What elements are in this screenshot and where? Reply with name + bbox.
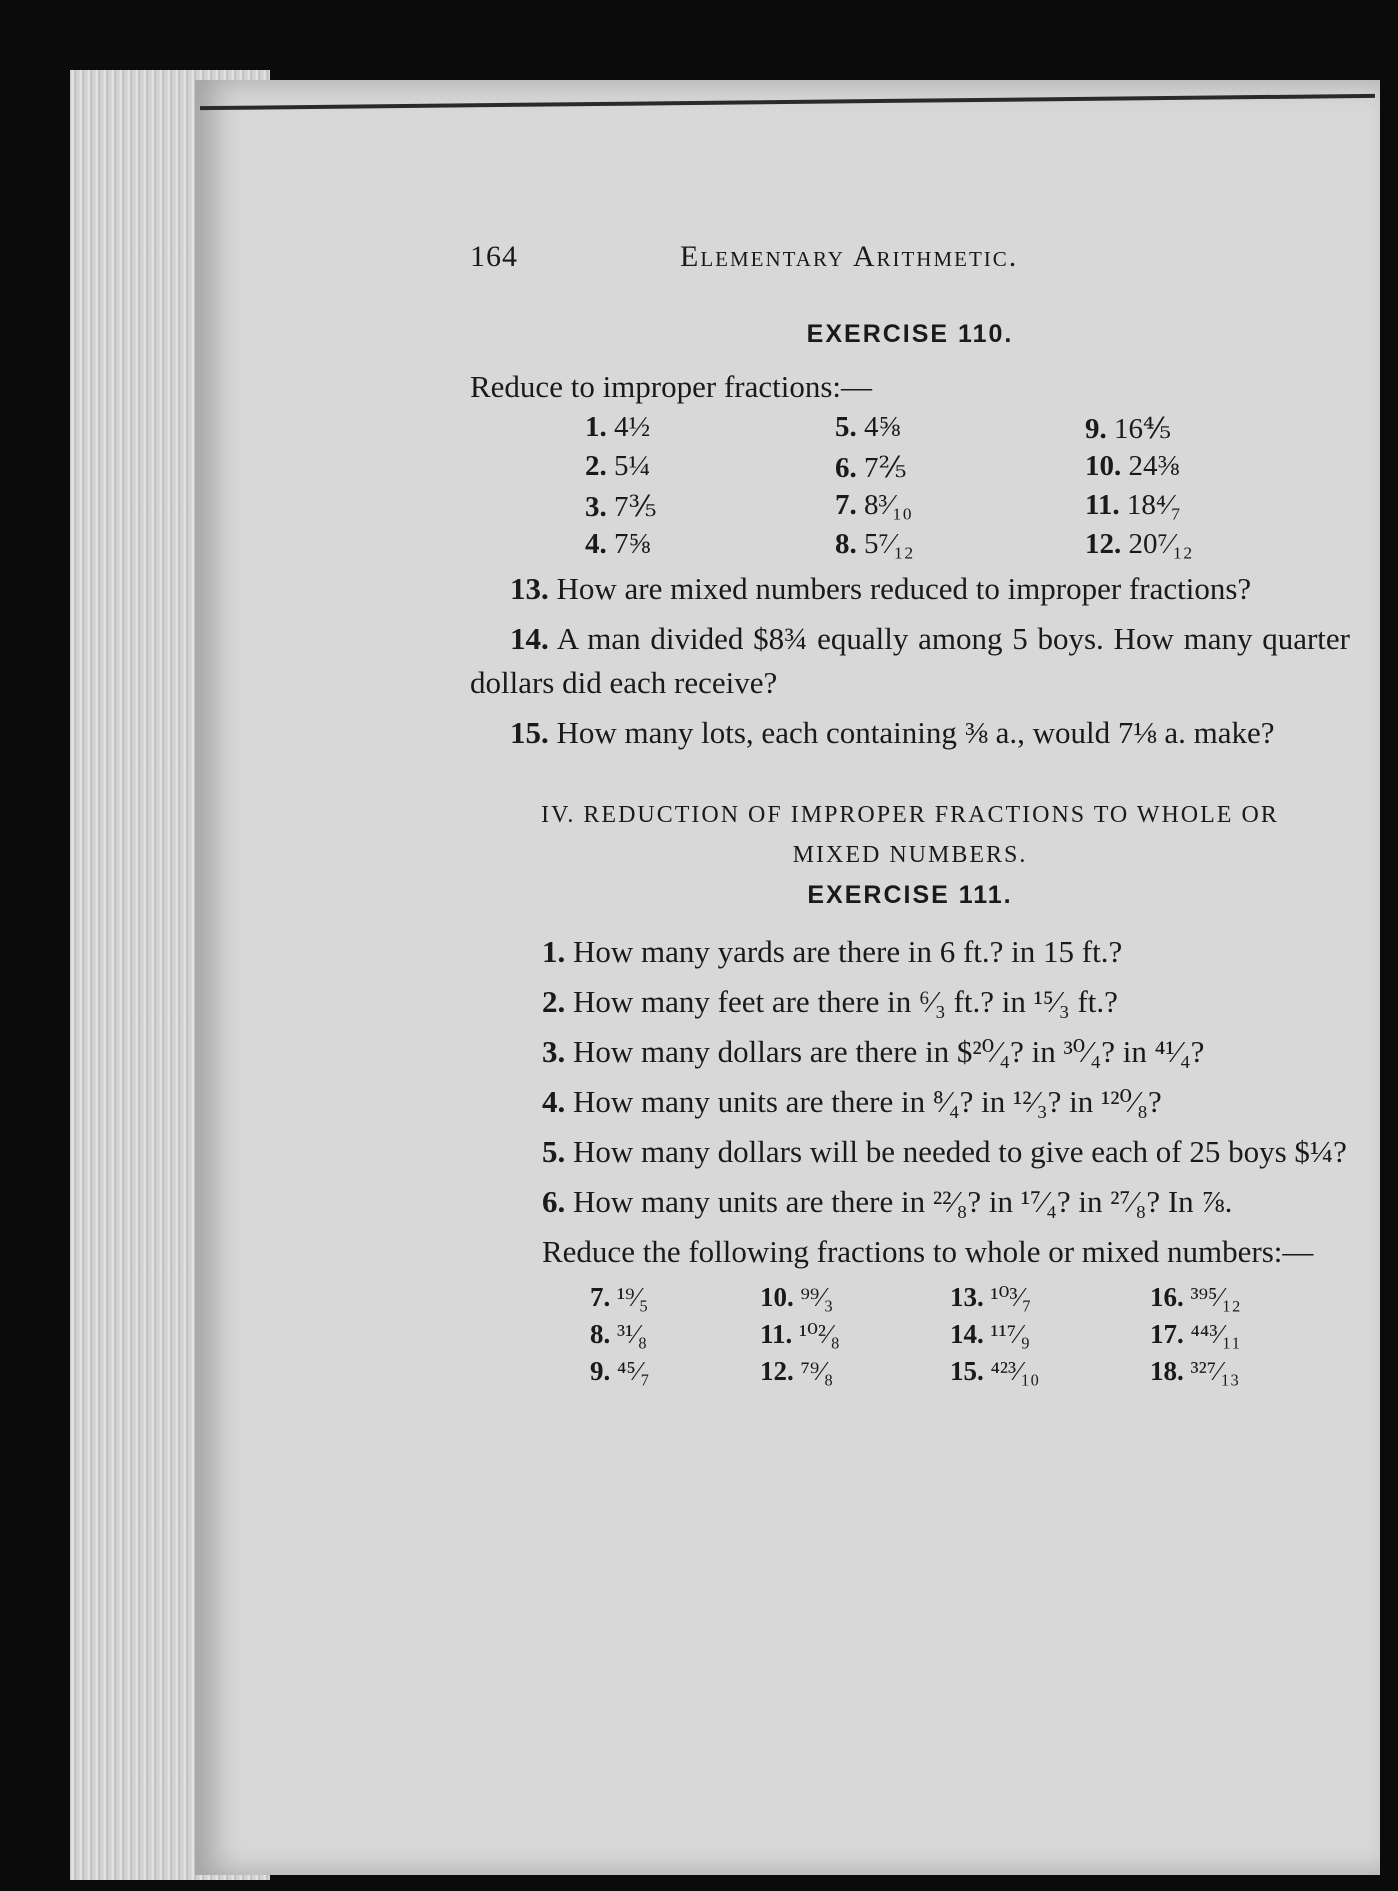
item-value: ¹¹⁷⁄₉ xyxy=(990,1319,1031,1349)
question-text: How many feet are there in ⁶⁄₃ ft.? in ¹⁵⁄₃ ft.? xyxy=(573,984,1118,1019)
question xyxy=(470,980,1350,1024)
item-number: 3. xyxy=(585,491,607,523)
exercise-item xyxy=(760,1356,950,1387)
exercise-item xyxy=(950,1282,1150,1313)
exercise-item xyxy=(835,528,1085,561)
exercise-item xyxy=(950,1319,1150,1350)
exercise-item xyxy=(835,489,1085,524)
exercise-item xyxy=(760,1282,950,1313)
exercise-111-questions xyxy=(470,930,1350,1224)
question-number: 3. xyxy=(542,1034,566,1069)
item-value: 16⅘ xyxy=(1114,413,1172,445)
exercise-111-items xyxy=(590,1282,1350,1387)
question xyxy=(470,1030,1350,1074)
item-value: 5¼ xyxy=(614,450,651,482)
item-value: 5⁷⁄₁₂ xyxy=(864,528,914,560)
item-number: 6. xyxy=(835,452,857,484)
question-text: How many dollars will be needed to give each of 25 boys $¼? xyxy=(573,1134,1347,1169)
item-value: ⁴⁴³⁄₁₁ xyxy=(1190,1319,1241,1349)
item-number: 12. xyxy=(1085,528,1122,560)
question-text: How many units are there in ²²⁄₈? in ¹⁷⁄₄? in ²⁷⁄₈? In ⅞. xyxy=(573,1184,1233,1219)
item-value: 20⁷⁄₁₂ xyxy=(1128,528,1193,560)
item-value: ⁷⁹⁄₈ xyxy=(800,1356,834,1386)
item-number: 17. xyxy=(1150,1319,1184,1349)
item-number: 10. xyxy=(760,1282,794,1312)
exercise-item xyxy=(760,1319,950,1350)
exercise-item xyxy=(590,1356,760,1387)
item-value: ³⁹⁵⁄₁₂ xyxy=(1190,1282,1241,1312)
question xyxy=(470,711,1350,755)
question-number: 1. xyxy=(542,934,566,969)
exercise-item xyxy=(585,489,835,524)
item-number: 8. xyxy=(590,1319,611,1349)
item-value: ¹⁰²⁄₈ xyxy=(799,1319,840,1349)
question-text: How are mixed numbers reduced to improper fractions? xyxy=(556,571,1252,606)
exercise-item xyxy=(585,411,835,446)
question xyxy=(470,930,1350,974)
item-value: ¹⁰³⁄₇ xyxy=(990,1282,1032,1312)
item-value: 7⅗ xyxy=(614,491,657,523)
item-value: 7⅝ xyxy=(614,528,651,560)
question xyxy=(470,617,1350,705)
question-text: How many lots, each containing ⅜ a., would 7⅛ a. make? xyxy=(556,715,1275,750)
running-title: Elementary Arithmetic. xyxy=(680,240,1019,273)
item-number: 12. xyxy=(760,1356,794,1386)
exercise-111-intro: Reduce the following fractions to whole or mixed numbers:— xyxy=(542,1234,1314,1269)
exercise-item xyxy=(585,450,835,485)
section-heading-line1: IV. REDUCTION OF IMPROPER FRACTIONS TO WHOLE OR xyxy=(541,802,1279,828)
section-heading-line2: MIXED NUMBERS. xyxy=(792,842,1028,868)
item-number: 1. xyxy=(585,411,607,443)
item-value: 18⁴⁄₇ xyxy=(1126,489,1181,521)
exercise-item xyxy=(1085,528,1335,561)
item-value: 4½ xyxy=(614,411,651,443)
exercise-item xyxy=(835,450,1085,485)
exercise-item xyxy=(1085,450,1335,485)
item-number: 14. xyxy=(950,1319,984,1349)
exercise-item xyxy=(590,1319,760,1350)
item-value: ³¹⁄₈ xyxy=(617,1319,648,1349)
question-text: How many units are there in ⁸⁄₄? in ¹²⁄₃? in ¹²⁰⁄₈? xyxy=(573,1084,1162,1119)
exercise-item xyxy=(1085,489,1335,524)
item-number: 2. xyxy=(585,450,607,482)
question-number: 5. xyxy=(542,1134,566,1169)
item-number: 9. xyxy=(590,1356,611,1386)
question-text: How many yards are there in 6 ft.? in 15 ft.? xyxy=(573,934,1123,969)
page-number: 164 xyxy=(470,240,518,273)
item-number: 8. xyxy=(835,528,857,560)
item-number: 7. xyxy=(590,1282,611,1312)
item-number: 9. xyxy=(1085,413,1107,445)
exercise-111-title: EXERCISE 111. xyxy=(807,881,1013,909)
exercise-item xyxy=(950,1356,1150,1387)
item-value: 7⅖ xyxy=(864,452,907,484)
item-value: ³²⁷⁄₁₃ xyxy=(1190,1356,1240,1386)
item-value: ⁹⁹⁄₃ xyxy=(800,1282,834,1312)
item-number: 10. xyxy=(1085,450,1122,482)
exercise-item xyxy=(1150,1319,1320,1350)
question-number: 15. xyxy=(510,715,549,750)
exercise-item xyxy=(1085,411,1335,446)
item-number: 16. xyxy=(1150,1282,1184,1312)
question-number: 14. xyxy=(510,621,549,656)
exercise-110-items xyxy=(585,411,1350,561)
question-number: 2. xyxy=(542,984,566,1019)
page-header xyxy=(470,240,1350,284)
item-number: 4. xyxy=(585,528,607,560)
section-heading xyxy=(470,795,1350,875)
exercise-110-intro: Reduce to improper fractions:— xyxy=(470,369,873,404)
question-number: 6. xyxy=(542,1184,566,1219)
exercise-item xyxy=(835,411,1085,446)
question xyxy=(470,1180,1350,1224)
item-value: 8³⁄₁₀ xyxy=(864,489,913,521)
item-number: 5. xyxy=(835,411,857,443)
question xyxy=(470,1130,1350,1174)
item-number: 11. xyxy=(1085,489,1120,521)
item-value: 4⅝ xyxy=(864,411,901,443)
question xyxy=(470,1080,1350,1124)
item-value: ⁴⁵⁄₇ xyxy=(617,1356,650,1386)
item-number: 11. xyxy=(760,1319,793,1349)
item-number: 15. xyxy=(950,1356,984,1386)
item-value: 24⅜ xyxy=(1128,450,1180,482)
item-number: 13. xyxy=(950,1282,984,1312)
exercise-110-title: EXERCISE 110. xyxy=(806,320,1014,348)
item-number: 7. xyxy=(835,489,857,521)
exercise-110-questions xyxy=(470,567,1350,755)
item-value: ⁴²³⁄₁₀ xyxy=(990,1356,1040,1386)
exercise-item xyxy=(585,528,835,561)
exercise-item xyxy=(590,1282,760,1313)
question-text: A man divided $8¾ equally among 5 boys. How many quarter dollars did each receive? xyxy=(470,621,1350,700)
page-content xyxy=(470,240,1350,1387)
exercise-item xyxy=(1150,1282,1320,1313)
item-value: ¹⁹⁄₅ xyxy=(617,1282,649,1312)
question xyxy=(470,567,1350,611)
question-number: 4. xyxy=(542,1084,566,1119)
question-number: 13. xyxy=(510,571,549,606)
item-number: 18. xyxy=(1150,1356,1184,1386)
question-text: How many dollars are there in $²⁰⁄₄? in ³⁰⁄₄? in ⁴¹⁄₄? xyxy=(573,1034,1205,1069)
exercise-item xyxy=(1150,1356,1320,1387)
